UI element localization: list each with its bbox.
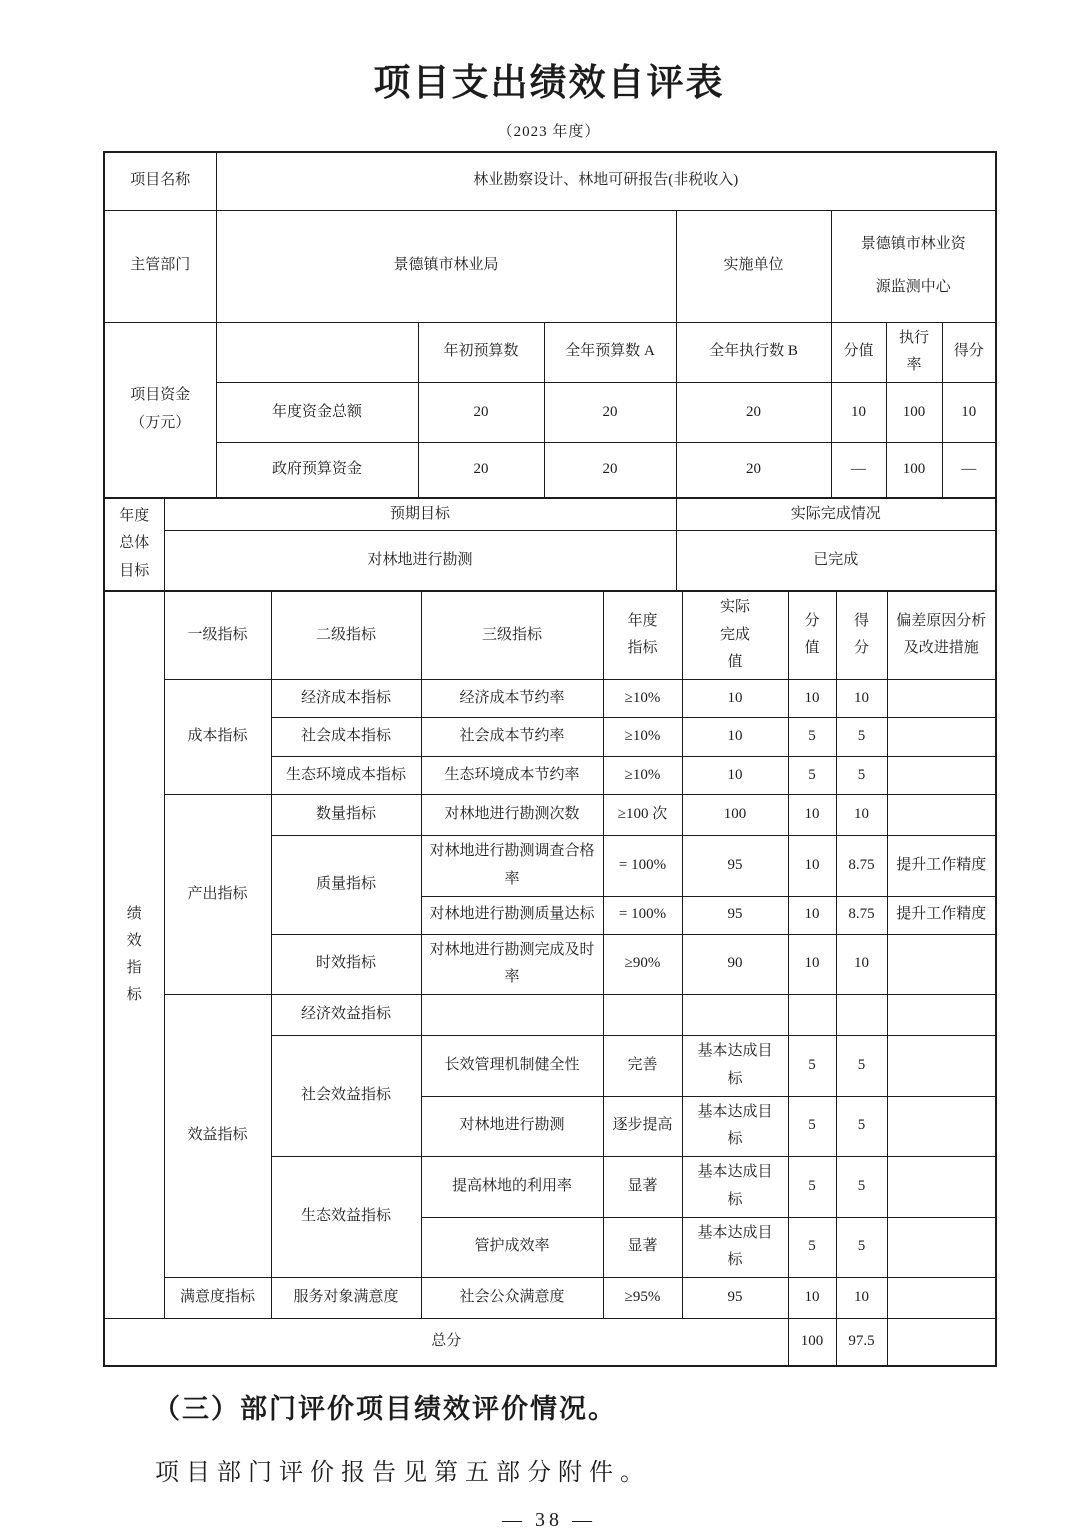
funds-gov-exec-rate: 100: [886, 443, 942, 498]
cell-note: 提升工作精度: [887, 896, 996, 934]
cell-target: ≥10%: [603, 757, 682, 795]
cell-points: 10: [788, 1278, 836, 1319]
funds-header-row: [104, 322, 996, 383]
funds-gov-year-exec: 20: [676, 443, 831, 498]
cell-actual: 基本达成目标: [682, 1096, 788, 1157]
cell-l2: 服务对象满意度: [271, 1278, 421, 1319]
project-name-row: [104, 152, 996, 210]
funds-total-exec-rate: 100: [886, 383, 942, 443]
indicators-side-label: 绩效指标: [104, 591, 164, 1319]
cell-note: [887, 1096, 996, 1157]
group-output-label: 产出指标: [164, 795, 271, 995]
cell-l3: 社会成本节约率: [421, 718, 603, 757]
header-deviation: 偏差原因分析及改进措施: [887, 591, 996, 680]
cell-points: 5: [788, 757, 836, 795]
indicators-table: [103, 590, 997, 1367]
cell-actual: 10: [682, 680, 788, 718]
quality-label: 质量指标: [271, 836, 421, 935]
cell-l2: 数量指标: [271, 795, 421, 836]
header-score: 得分: [836, 591, 887, 680]
cell-actual: 10: [682, 757, 788, 795]
cell-l3: 对林地进行勘测质量达标: [421, 896, 603, 934]
cell-points: 10: [788, 934, 836, 995]
goal-header-row: [104, 498, 996, 531]
funds-header-exec-rate: 执行率: [886, 322, 942, 383]
cell-score: 10: [836, 1278, 887, 1319]
cell-l3: 对林地进行勘测次数: [421, 795, 603, 836]
indicator-row: [104, 1278, 996, 1319]
department-row: [104, 210, 996, 322]
social-benefit-label: 社会效益指标: [271, 1036, 421, 1157]
header-level1: 一级指标: [164, 591, 271, 680]
cell-score: 5: [836, 718, 887, 757]
header-points: 分值: [788, 591, 836, 680]
cell-actual: 10: [682, 718, 788, 757]
cell-l3: 管护成效率: [421, 1217, 603, 1278]
cell-score: 8.75: [836, 896, 887, 934]
cell-points: 5: [788, 1157, 836, 1218]
cell-l3: 生态环境成本节约率: [421, 757, 603, 795]
total-label: 总分: [104, 1319, 788, 1366]
cell-l3: 社会公众满意度: [421, 1278, 603, 1319]
funds-row-total-label: 年度资金总额: [216, 383, 418, 443]
cell-actual: 基本达成目标: [682, 1036, 788, 1097]
unit-label: 实施单位: [676, 210, 831, 322]
cell-actual: 95: [682, 836, 788, 897]
cell-note: [887, 995, 996, 1036]
cell-actual: 90: [682, 934, 788, 995]
annual-goal-table: [103, 497, 997, 592]
cell-actual: 100: [682, 795, 788, 836]
cell-target: 显著: [603, 1157, 682, 1218]
cell-l3: 对林地进行勘测: [421, 1096, 603, 1157]
funds-total-points: 10: [831, 383, 886, 443]
department-value: 景德镇市林业局: [216, 210, 676, 322]
cell-score: 5: [836, 1096, 887, 1157]
cell-note: [887, 757, 996, 795]
total-points: 100: [788, 1319, 836, 1366]
goal-expected-header: 预期目标: [164, 498, 676, 531]
goal-side-label: 年度总体目标: [104, 498, 164, 591]
cell-l2: 经济效益指标: [271, 995, 421, 1036]
unit-value-text: 景德镇市林业资源监测中心: [860, 235, 966, 295]
cell-l2: 经济成本指标: [271, 680, 421, 718]
cell-l3: 对林地进行勘测调查合格率: [421, 836, 603, 897]
cell-target: [603, 995, 682, 1036]
funds-gov-year-budget: 20: [544, 443, 676, 498]
project-name-value: 林业勘察设计、林地可研报告(非税收入): [216, 152, 996, 210]
funds-gov-points: —: [831, 443, 886, 498]
total-score-row: [104, 1319, 996, 1366]
funds-subrow-header-empty: [216, 322, 418, 383]
cell-target: ≥100 次: [603, 795, 682, 836]
funds-side-label: 项目资金（万元）: [104, 322, 216, 498]
funds-header-points: 分值: [831, 322, 886, 383]
funds-total-year-exec: 20: [676, 383, 831, 443]
cell-note: [887, 1217, 996, 1278]
funds-row-gov: [104, 443, 996, 498]
cell-points: 10: [788, 896, 836, 934]
cell-target: ≥90%: [603, 934, 682, 995]
funds-total-year-budget: 20: [544, 383, 676, 443]
cell-target: 显著: [603, 1217, 682, 1278]
cell-points: [788, 995, 836, 1036]
cell-target: 逐步提高: [603, 1096, 682, 1157]
cell-actual: 95: [682, 896, 788, 934]
total-note: [887, 1319, 996, 1366]
funds-header-score: 得分: [942, 322, 996, 383]
cell-note: [887, 795, 996, 836]
eco-benefit-label: 生态效益指标: [271, 1157, 421, 1278]
funds-total-begin: 20: [418, 383, 544, 443]
cell-actual: 基本达成目标: [682, 1157, 788, 1218]
cell-score: 5: [836, 1036, 887, 1097]
cell-l3: [421, 995, 603, 1036]
cell-l3: 对林地进行勘测完成及时率: [421, 934, 603, 995]
cell-note: [887, 718, 996, 757]
goal-value-row: [104, 531, 996, 591]
cell-note: [887, 1278, 996, 1319]
cell-note: 提升工作精度: [887, 836, 996, 897]
cell-points: 5: [788, 1096, 836, 1157]
indicator-row: [104, 680, 996, 718]
section-text: 项目部门评价报告见第五部分附件。: [155, 1459, 651, 1486]
header-level2: 二级指标: [271, 591, 421, 680]
cell-l3: 长效管理机制健全性: [421, 1036, 603, 1097]
cell-actual: 基本达成目标: [682, 1217, 788, 1278]
cell-note: [887, 934, 996, 995]
cell-l3: 经济成本节约率: [421, 680, 603, 718]
page-subtitle: （2023 年度）: [497, 124, 601, 140]
funds-header-year-budget: 全年预算数 A: [544, 322, 676, 383]
cell-l2: 社会成本指标: [271, 718, 421, 757]
funds-row-total: [104, 383, 996, 443]
cell-score: 10: [836, 795, 887, 836]
cell-target: ≥95%: [603, 1278, 682, 1319]
cell-points: 10: [788, 795, 836, 836]
cell-actual: [682, 995, 788, 1036]
funds-header-year-exec: 全年执行数 B: [676, 322, 831, 383]
cell-note: [887, 680, 996, 718]
cell-note: [887, 1157, 996, 1218]
cell-score: 5: [836, 757, 887, 795]
indicator-row: [104, 795, 996, 836]
cell-score: [836, 995, 887, 1036]
cell-note: [887, 1036, 996, 1097]
cell-l2: 时效指标: [271, 934, 421, 995]
funds-header-begin-budget: 年初预算数: [418, 322, 544, 383]
cell-score: 5: [836, 1157, 887, 1218]
group-cost-label: 成本指标: [164, 680, 271, 795]
cell-target: = 100%: [603, 836, 682, 897]
page-title: 项目支出绩效自评表: [373, 63, 725, 104]
header-actual-value: 实际完成值: [682, 591, 788, 680]
cell-score: 8.75: [836, 836, 887, 897]
indicators-header-row: [104, 591, 996, 680]
cell-score: 10: [836, 934, 887, 995]
info-funds-table: [103, 151, 997, 499]
cell-score: 10: [836, 680, 887, 718]
section-heading: （三）部门评价项目绩效评价情况。: [153, 1393, 617, 1424]
goal-actual-header: 实际完成情况: [676, 498, 996, 531]
cell-target: = 100%: [603, 896, 682, 934]
cell-l3: 提高林地的利用率: [421, 1157, 603, 1218]
funds-gov-score: —: [942, 443, 996, 498]
funds-gov-begin: 20: [418, 443, 544, 498]
cell-points: 5: [788, 1036, 836, 1097]
cell-points: 5: [788, 1217, 836, 1278]
funds-total-score: 10: [942, 383, 996, 443]
cell-actual: 95: [682, 1278, 788, 1319]
page-number: — 38 —: [502, 1508, 596, 1531]
cell-l2: 生态环境成本指标: [271, 757, 421, 795]
cell-target: ≥10%: [603, 718, 682, 757]
funds-row-gov-label: 政府预算资金: [216, 443, 418, 498]
project-name-label: 项目名称: [104, 152, 216, 210]
cell-points: 10: [788, 680, 836, 718]
cell-target: 完善: [603, 1036, 682, 1097]
cell-points: 5: [788, 718, 836, 757]
cell-points: 10: [788, 836, 836, 897]
header-level3: 三级指标: [421, 591, 603, 680]
group-satisfaction-label: 满意度指标: [164, 1278, 271, 1319]
unit-value: [831, 210, 996, 322]
department-label: 主管部门: [104, 210, 216, 322]
goal-expected-value: 对林地进行勘测: [164, 531, 676, 591]
cell-target: ≥10%: [603, 680, 682, 718]
total-score: 97.5: [836, 1319, 887, 1366]
header-annual-target: 年度指标: [603, 591, 682, 680]
group-benefit-label: 效益指标: [164, 995, 271, 1278]
cell-score: 5: [836, 1217, 887, 1278]
goal-actual-value: 已完成: [676, 531, 996, 591]
indicator-row: [104, 995, 996, 1036]
